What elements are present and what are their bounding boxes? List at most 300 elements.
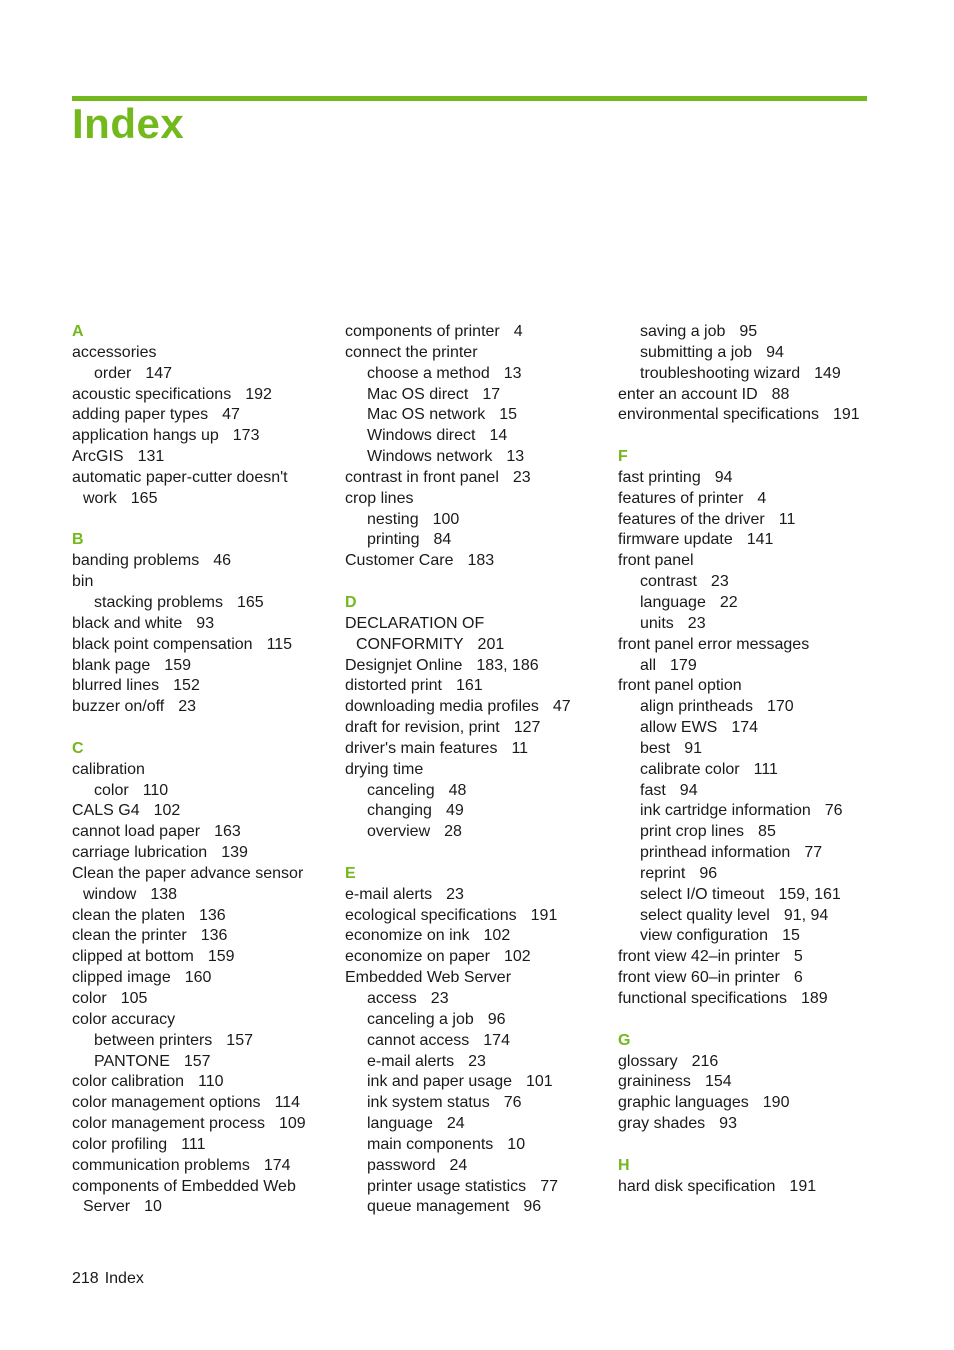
index-entry: [345, 926, 610, 947]
section-letter: H: [618, 1156, 630, 1174]
index-term: front view 60–in printer: [618, 969, 780, 987]
index-entry: [345, 968, 610, 989]
page-reference[interactable]: 96: [487, 1010, 506, 1028]
page-reference[interactable]: 15: [782, 927, 800, 945]
index-term: components of Embedded Web: [72, 1177, 296, 1195]
page-reference[interactable]: 10: [507, 1135, 526, 1153]
index-term: clean the platen: [72, 906, 185, 924]
index-term: canceling: [367, 781, 435, 799]
page-reference[interactable]: 14: [489, 427, 508, 445]
page-reference[interactable]: 47: [222, 406, 240, 424]
page-reference[interactable]: 93: [196, 614, 215, 632]
index-term: saving a job: [640, 323, 726, 340]
index-term: clean the printer: [72, 927, 187, 945]
index-entry-continuation: [72, 885, 337, 906]
index-term: Customer Care: [345, 552, 454, 570]
index-term: printing: [367, 531, 420, 549]
page-reference[interactable]: 4: [757, 489, 767, 507]
index-term: Embedded Web Server: [345, 969, 512, 987]
index-term: Mac OS network: [367, 406, 486, 424]
index-term: front panel error messages: [618, 635, 810, 653]
index-term: Windows network: [367, 448, 493, 466]
index-subentry: [345, 510, 610, 531]
page-reference[interactable]: 23: [710, 573, 729, 591]
index-entry: [618, 1177, 883, 1198]
index-term: view configuration: [640, 927, 769, 945]
page-reference[interactable]: 47: [552, 698, 571, 716]
section-letter: C: [72, 739, 84, 757]
index-entry: [72, 801, 337, 822]
index-term: color: [72, 990, 107, 1007]
index-entry: [72, 447, 337, 468]
page-reference[interactable]: 23: [468, 1052, 486, 1070]
index-entry: [72, 926, 337, 947]
index-term: PANTONE: [94, 1052, 170, 1070]
index-term: buzzer on/off: [72, 698, 165, 716]
index-entry: [618, 468, 883, 489]
index-term: Mac OS direct: [367, 385, 469, 403]
footer-page-number: 218: [72, 1270, 99, 1287]
page-reference[interactable]: 110: [142, 781, 169, 799]
page-reference[interactable]: 136: [200, 927, 228, 945]
index-term: print crop lines: [640, 823, 745, 841]
index-subentry: [618, 822, 883, 843]
index-term: all: [640, 656, 657, 674]
index-term: fast: [640, 781, 666, 799]
index-entry: [72, 676, 337, 697]
index-term: access: [367, 990, 417, 1007]
index-subentry: [618, 614, 883, 635]
page-reference[interactable]: 15: [499, 406, 518, 424]
index-entry: [345, 489, 610, 510]
index-term: black and white: [72, 614, 183, 632]
index-term: color calibration: [72, 1073, 185, 1091]
page-reference[interactable]: 96: [523, 1198, 542, 1216]
page-reference[interactable]: 91, 94: [783, 906, 829, 924]
index-term: Clean the paper advance sensor: [72, 864, 304, 882]
index-term: functional specifications: [618, 990, 787, 1007]
index-term: color accuracy: [72, 1010, 176, 1028]
index-term: bin: [72, 573, 94, 591]
index-term: firmware update: [618, 531, 733, 549]
index-entry: [618, 405, 883, 426]
page-reference[interactable]: 91: [684, 739, 703, 757]
index-entry: [618, 676, 883, 697]
page-reference[interactable]: 152: [173, 677, 200, 695]
index-term: Designjet Online: [345, 656, 463, 674]
index-entry: [72, 426, 337, 447]
index-subentry: [345, 1072, 610, 1093]
index-term: ink system status: [367, 1094, 490, 1112]
index-entry: [72, 405, 337, 426]
page-reference[interactable]: 201: [477, 635, 505, 653]
index-term: ink and paper usage: [367, 1073, 512, 1091]
index-entry: [345, 947, 610, 968]
index-entry: [72, 614, 337, 635]
section-letter: B: [72, 531, 84, 549]
page-reference[interactable]: 23: [430, 990, 449, 1007]
page-reference[interactable]: 189: [800, 990, 828, 1007]
page-reference[interactable]: 149: [814, 364, 841, 382]
index-entry: [72, 1114, 337, 1135]
index-entry: [618, 1072, 883, 1093]
index-subentry: [72, 364, 337, 385]
index-term: Server: [83, 1198, 131, 1216]
page-reference[interactable]: 100: [432, 510, 460, 528]
index-subentry: [618, 572, 883, 593]
footer-label: Index: [104, 1270, 144, 1287]
index-entry-continuation: [345, 635, 610, 656]
index-term: contrast in front panel: [345, 468, 499, 486]
page-reference[interactable]: 173: [232, 427, 260, 445]
section-gap: [72, 510, 337, 531]
page-reference[interactable]: 11: [511, 739, 529, 757]
section-letter: F: [618, 448, 628, 466]
page-reference[interactable]: 13: [503, 364, 522, 382]
page-reference[interactable]: 157: [183, 1052, 211, 1070]
index-term: ink cartridge information: [640, 802, 811, 820]
index-entry: [345, 760, 610, 781]
page-reference[interactable]: 154: [704, 1073, 732, 1091]
page-reference[interactable]: 4: [513, 323, 523, 340]
page-reference[interactable]: 76: [503, 1094, 522, 1112]
page-reference[interactable]: 110: [198, 1073, 224, 1091]
page-reference[interactable]: 170: [766, 698, 794, 716]
index-term: color profiling: [72, 1135, 168, 1153]
page-reference[interactable]: 147: [145, 364, 173, 382]
index-subentry: [345, 385, 610, 406]
index-entry: [72, 843, 337, 864]
index-entry: [345, 885, 610, 906]
index-entry: [618, 635, 883, 656]
index-term: blank page: [72, 656, 151, 674]
section-letter: E: [345, 864, 356, 882]
page-reference[interactable]: 76: [824, 802, 843, 820]
page-reference[interactable]: 84: [433, 531, 452, 549]
section-letter: D: [345, 593, 357, 611]
page-reference[interactable]: 159: [164, 656, 191, 674]
index-subentry: [345, 801, 610, 822]
index-term: overview: [367, 823, 431, 841]
index-subentry: [618, 885, 883, 906]
index-term: DECLARATION OF: [345, 614, 485, 632]
index-term: fast printing: [618, 468, 701, 486]
page-reference[interactable]: 159: [207, 948, 235, 966]
page-reference[interactable]: 93: [719, 1115, 737, 1133]
index-entry: [345, 551, 610, 572]
index-entry: [72, 760, 337, 781]
index-term: hard disk specification: [618, 1177, 776, 1195]
index-entry-continuation: [72, 489, 337, 510]
index-entry: [618, 1093, 883, 1114]
index-term: troubleshooting wizard: [640, 364, 801, 382]
page-reference[interactable]: 23: [446, 885, 464, 903]
index-subentry: [618, 843, 883, 864]
index-subentry: [345, 781, 610, 802]
index-entry: [618, 947, 883, 968]
page-reference[interactable]: 17: [482, 385, 501, 403]
page-reference[interactable]: 115: [266, 635, 293, 653]
page-footer: [72, 1270, 144, 1288]
page-reference[interactable]: 10: [144, 1198, 162, 1216]
index-entry: [72, 822, 337, 843]
page-reference[interactable]: 102: [483, 927, 511, 945]
page-reference[interactable]: 163: [214, 823, 241, 841]
index-term: driver's main features: [345, 739, 498, 757]
page-reference[interactable]: 159, 161: [778, 885, 841, 903]
section-gap: [618, 426, 883, 447]
index-entry: [345, 322, 610, 343]
index-term: changing: [367, 802, 432, 820]
page-reference[interactable]: 114: [274, 1094, 301, 1112]
index-subentry: [618, 739, 883, 760]
index-term: economize on ink: [345, 927, 470, 945]
index-term: ArcGIS: [72, 448, 124, 466]
page-reference[interactable]: 111: [181, 1135, 206, 1153]
page-reference[interactable]: 96: [699, 864, 718, 882]
page-reference[interactable]: 179: [670, 656, 697, 674]
index-term: clipped at bottom: [72, 948, 194, 966]
index-entry: [72, 864, 337, 885]
page-reference[interactable]: 28: [444, 823, 462, 841]
index-term: work: [83, 489, 117, 507]
page-reference[interactable]: 138: [150, 885, 178, 903]
page-reference[interactable]: 141: [746, 531, 774, 549]
index-subentry: [345, 989, 610, 1010]
index-term: glossary: [618, 1052, 678, 1070]
index-entry: [345, 468, 610, 489]
index-entry: [618, 968, 883, 989]
index-subentry: [618, 781, 883, 802]
page-reference[interactable]: 22: [719, 593, 738, 611]
index-subentry: [345, 447, 610, 468]
index-term: printhead information: [640, 844, 791, 862]
index-entry: [72, 1093, 337, 1114]
index-term: drying time: [345, 760, 424, 778]
page-reference[interactable]: 174: [731, 719, 759, 737]
index-term: ecological specifications: [345, 906, 517, 924]
index-subentry: [345, 426, 610, 447]
index-subentry: [345, 1177, 610, 1198]
index-term: automatic paper-cutter doesn't: [72, 468, 288, 486]
index-term: application hangs up: [72, 427, 219, 445]
index-term: calibration: [72, 760, 145, 778]
page-reference[interactable]: 192: [245, 385, 272, 403]
index-term: main components: [367, 1135, 494, 1153]
page-reference[interactable]: 102: [503, 948, 531, 966]
index-entry: [618, 551, 883, 572]
page-reference[interactable]: 139: [221, 844, 248, 862]
index-term: color management process: [72, 1115, 265, 1133]
index-entry: [618, 489, 883, 510]
page-reference[interactable]: 174: [263, 1156, 291, 1174]
index-entry: [72, 385, 337, 406]
index-term: clipped image: [72, 969, 171, 987]
index-subentry: [72, 781, 337, 802]
index-entry: [72, 468, 337, 489]
index-term: CONFORMITY: [356, 635, 464, 653]
page-reference[interactable]: 24: [446, 1115, 465, 1133]
index-subentry: [345, 1010, 610, 1031]
index-term: best: [640, 739, 671, 757]
page-reference[interactable]: 165: [236, 593, 264, 611]
index-term: queue management: [367, 1198, 510, 1216]
page-reference[interactable]: 191: [530, 906, 558, 924]
page-reference[interactable]: 165: [130, 489, 158, 507]
index-term: select quality level: [640, 906, 770, 924]
index-entry: [72, 906, 337, 927]
page-reference[interactable]: 109: [278, 1115, 306, 1133]
index-entry: [345, 676, 610, 697]
page-reference[interactable]: 94: [679, 781, 698, 799]
index-entry: [345, 906, 610, 927]
page-reference[interactable]: 95: [739, 323, 758, 340]
page-reference[interactable]: 49: [445, 802, 464, 820]
index-subentry: [618, 697, 883, 718]
index-subentry: [345, 1156, 610, 1177]
index-entry: [72, 656, 337, 677]
page-reference[interactable]: 85: [758, 823, 776, 841]
page-reference[interactable]: 216: [691, 1052, 719, 1070]
index-subentry: [72, 593, 337, 614]
index-entry: [618, 1114, 883, 1135]
index-entry: [345, 343, 610, 364]
index-term: language: [367, 1115, 433, 1133]
page-reference[interactable]: 183: [467, 552, 495, 570]
index-term: graphic languages: [618, 1094, 749, 1112]
index-term: color management options: [72, 1094, 261, 1112]
index-subentry: [618, 864, 883, 885]
page-reference[interactable]: 111: [753, 760, 778, 778]
index-entry: [618, 989, 883, 1010]
page-reference[interactable]: 101: [526, 1073, 553, 1091]
page-reference[interactable]: 6: [793, 969, 803, 987]
page-reference[interactable]: 13: [506, 448, 525, 466]
page-reference[interactable]: 94: [714, 468, 733, 486]
index-subentry: [618, 760, 883, 781]
header-rule: [72, 96, 867, 101]
index-term: e-mail alerts: [345, 885, 433, 903]
index-term: submitting a job: [640, 343, 753, 361]
index-subentry: [345, 1052, 610, 1073]
page-reference[interactable]: 88: [771, 385, 790, 403]
index-term: front panel option: [618, 677, 742, 695]
page-reference[interactable]: 23: [178, 698, 197, 716]
index-term: carriage lubrication: [72, 844, 208, 862]
page-reference[interactable]: 136: [198, 906, 226, 924]
page-reference[interactable]: 174: [483, 1031, 510, 1049]
index-entry: [72, 551, 337, 572]
index-subentry: [345, 822, 610, 843]
index-term: stacking problems: [94, 593, 223, 611]
index-entry: [72, 968, 337, 989]
index-entry: [72, 343, 337, 364]
page-reference[interactable]: 94: [766, 343, 784, 361]
page-reference[interactable]: 160: [184, 969, 212, 987]
index-subentry: [72, 1031, 337, 1052]
index-term: acoustic specifications: [72, 385, 232, 403]
page-reference[interactable]: 105: [120, 990, 148, 1007]
index-term: banding problems: [72, 552, 200, 570]
page-reference[interactable]: 77: [804, 844, 823, 862]
page-reference[interactable]: 183, 186: [476, 656, 539, 674]
page-reference[interactable]: 48: [448, 781, 467, 799]
index-term: allow EWS: [640, 719, 718, 737]
section-gap: [618, 1010, 883, 1031]
index-subentry: [618, 906, 883, 927]
index-subentry: [618, 593, 883, 614]
index-entry: [72, 1010, 337, 1031]
index-entry-continuation: [72, 1197, 337, 1218]
index-subentry: [345, 1093, 610, 1114]
index-entry: [72, 572, 337, 593]
index-subentry: [345, 405, 610, 426]
index-entry: [618, 385, 883, 406]
index-term: blurred lines: [72, 677, 160, 695]
section-gap: [345, 572, 610, 593]
index-term: password: [367, 1156, 436, 1174]
section-letter: G: [618, 1031, 631, 1049]
index-term: color: [94, 781, 129, 799]
index-term: gray shades: [618, 1115, 706, 1133]
index-term: e-mail alerts: [367, 1052, 455, 1070]
index-subentry: [618, 343, 883, 364]
page-reference[interactable]: 190: [762, 1094, 790, 1112]
index-term: draft for revision, print: [345, 719, 500, 737]
index-term: front view 42–in printer: [618, 948, 780, 966]
index-term: Windows direct: [367, 427, 476, 445]
index-entry: [345, 656, 610, 677]
page-reference[interactable]: 24: [449, 1156, 468, 1174]
section-gap: [618, 1135, 883, 1156]
page-reference[interactable]: 127: [513, 719, 541, 737]
index-term: calibrate color: [640, 760, 740, 778]
index-term: nesting: [367, 510, 419, 528]
index-term: features of the driver: [618, 510, 765, 528]
page-reference[interactable]: 11: [778, 510, 796, 528]
page-reference[interactable]: 46: [213, 552, 231, 570]
page-reference[interactable]: 5: [793, 948, 803, 966]
index-entry: [72, 635, 337, 656]
index-column-3: [618, 322, 883, 1197]
index-term: units: [640, 614, 674, 632]
page-reference[interactable]: 102: [153, 802, 181, 820]
page-reference[interactable]: 131: [137, 448, 165, 466]
index-term: black point compensation: [72, 635, 253, 653]
index-subentry: [618, 656, 883, 677]
page-reference[interactable]: 157: [226, 1031, 253, 1049]
index-entry: [72, 1135, 337, 1156]
index-entry: [618, 510, 883, 531]
index-entry: [72, 1072, 337, 1093]
index-entry: [72, 697, 337, 718]
index-subentry: [618, 926, 883, 947]
page-reference[interactable]: 23: [512, 468, 531, 486]
page-reference[interactable]: 191: [833, 406, 860, 424]
index-subentry: [345, 1114, 610, 1135]
index-term: canceling a job: [367, 1010, 474, 1028]
index-term: environmental specifications: [618, 406, 819, 424]
index-term: components of printer: [345, 323, 500, 340]
page-reference[interactable]: 23: [687, 614, 706, 632]
index-term: communication problems: [72, 1156, 250, 1174]
page-reference[interactable]: 77: [540, 1177, 558, 1195]
page-reference[interactable]: 191: [789, 1177, 817, 1195]
page-reference[interactable]: 161: [455, 677, 483, 695]
index-term: language: [640, 593, 706, 611]
index-entry: [345, 614, 610, 635]
index-term: crop lines: [345, 489, 414, 507]
